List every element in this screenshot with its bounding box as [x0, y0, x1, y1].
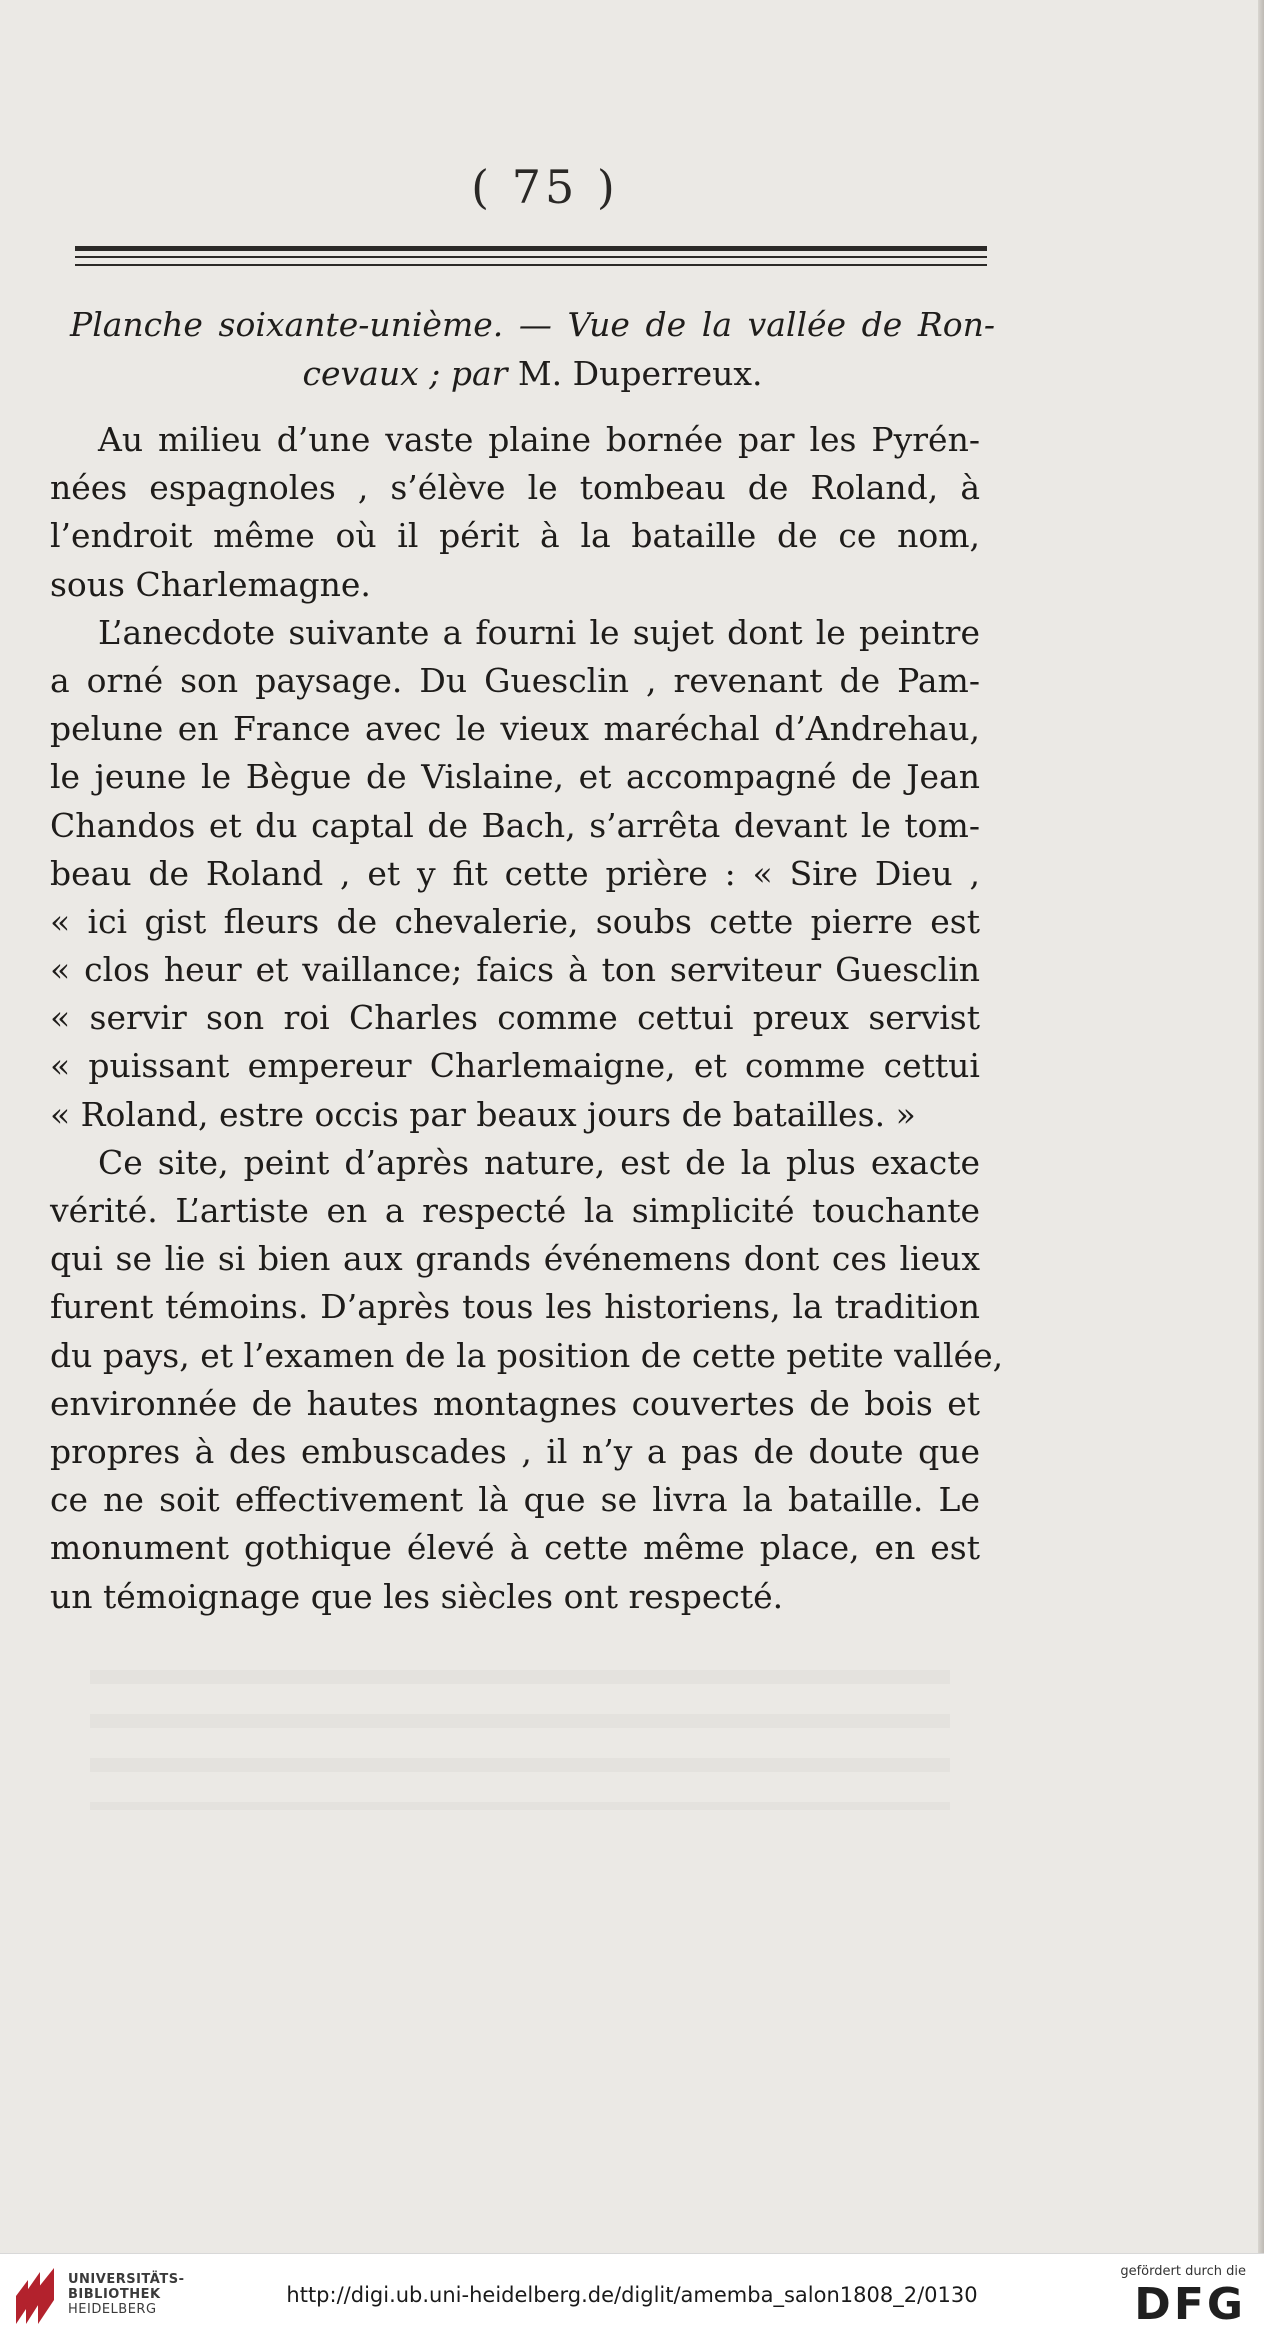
text-line: ce ne soit effectivement là que se livra la bataille. Le: [50, 1480, 980, 1520]
dfg-logo: DFG: [1134, 2279, 1246, 2330]
text-line: l’endroit même où il périt à la bataille de ce nom,: [50, 516, 980, 556]
text-line: Chandos et du captal de Bach, s’arrêta devant le tom-: [50, 805, 980, 845]
text-line: qui se lie si bien aux grands événemens dont ces lieux: [50, 1239, 980, 1279]
text-line: environnée de hautes montagnes couvertes de bois et: [50, 1383, 980, 1423]
text-line: propres à des embuscades , il n’y a pas de doute que: [50, 1431, 980, 1471]
text-line: du pays, et l’examen de la position de cette petite vallée,: [50, 1335, 1004, 1375]
page-edge: [1258, 0, 1264, 2253]
text-line: « puissant empereur Charlemaigne, et comme cettui: [50, 1046, 980, 1086]
library-name-line-3: HEIDELBERG: [68, 2302, 157, 2317]
text-line: L’anecdote suivante a fourni le sujet dont le peintre: [98, 612, 980, 652]
text-line: vérité. L’artiste en a respecté la simplicité touchante: [50, 1191, 980, 1230]
library-name-line-1: UNIVERSITÄTS-: [68, 2272, 185, 2287]
library-name-line-2: BIBLIOTHEK: [68, 2287, 161, 2302]
text-line: pelune en France avec le vieux maréchal d’Andrehau,: [50, 709, 980, 749]
text-line: « ici gist fleurs de chevalerie, soubs cette pierre est: [50, 901, 980, 941]
plate-title-author: M. Duperreux.: [517, 354, 763, 393]
page-url[interactable]: http://digi.ub.uni-heidelberg.de/diglit/amemba_salon1808_2/0130: [286, 2283, 978, 2307]
bleed-through-shadow: [90, 1640, 950, 1810]
text-line: a orné son paysage. Du Guesclin , revenant de Pam-: [50, 660, 980, 700]
text-line: beau de Roland , et y fit cette prière : « Sire Dieu ,: [50, 853, 980, 893]
plate-title-line-2: [70, 349, 995, 398]
header-rule-thin-2: [75, 264, 987, 266]
text-line: Ce site, peint d’après nature, est de la plus exacte: [98, 1142, 980, 1182]
plate-title: [70, 300, 995, 398]
text-line: Au milieu d’une vaste plaine bornée par les Pyrén-: [98, 420, 980, 459]
plate-title-italic: cevaux ; par: [302, 354, 518, 393]
page-number: ( 75 ): [471, 160, 619, 214]
text-line: furent témoins. D’après tous les historiens, la tradition: [50, 1287, 980, 1327]
plate-title-line-1: Planche soixante-unième. — Vue de la vallée de Ron-: [70, 305, 995, 344]
text-line: sous Charlemagne.: [50, 564, 371, 604]
text-line: monument gothique élevé à cette même place, en est: [50, 1528, 980, 1568]
header-rule-thick: [75, 246, 987, 251]
text-line: nées espagnoles , s’élève le tombeau de Roland, à: [50, 468, 980, 508]
funder-label: gefördert durch die: [1120, 2264, 1246, 2279]
body-text: [50, 416, 1004, 1621]
text-line: un témoignage que les siècles ont respecté.: [50, 1576, 784, 1616]
text-line: « servir son roi Charles comme cettui preux servist: [50, 998, 980, 1038]
text-line: « clos heur et vaillance; faics à ton serviteur Guesclin: [50, 950, 980, 990]
header-rule-thin: [75, 256, 987, 258]
text-line: « Roland, estre occis par beaux jours de batailles. »: [50, 1094, 916, 1134]
funder-credit[interactable]: [1120, 2264, 1246, 2329]
text-line: le jeune le Bègue de Vislaine, et accompagné de Jean: [50, 757, 980, 797]
